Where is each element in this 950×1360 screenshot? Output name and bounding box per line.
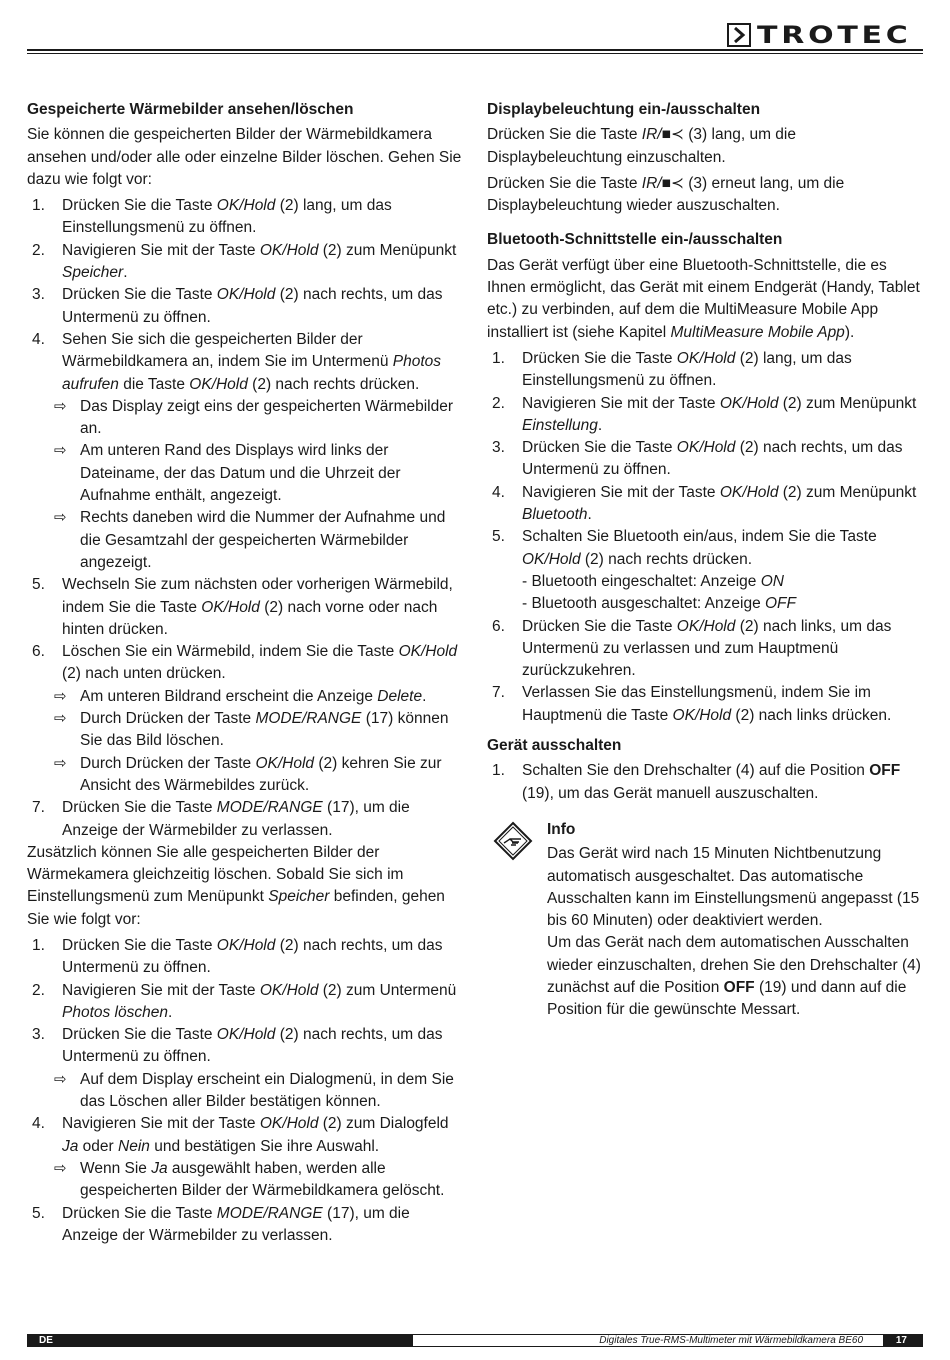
result-arrow-icon: ⇨ — [54, 397, 67, 415]
page-footer — [27, 1334, 923, 1347]
result-6c: ⇨ Durch Drücken der Taste OK/Hold (2) kehren Sie zur Ansicht des Wärmebildes zurück. — [54, 754, 442, 794]
footer-page-number: 17 — [895, 1335, 907, 1346]
header-rule — [27, 49, 923, 51]
info-box — [487, 819, 927, 1022]
speaker-icon: ■≺ — [661, 174, 684, 192]
info-text-1: Das Gerät wird nach 15 Minuten Nichtbenutzung automatisch ausgeschaltet. Das automatische Ausschalten kann im Einstellungsmenü angepasst (15 bis 60 Minuten) oder deaktiviert werden. — [547, 845, 920, 930]
delete-result-3: ⇨ Auf dem Display erscheint ein Dialogmenü, in dem Sie das Löschen aller Bilder bestätigen können. — [54, 1070, 454, 1111]
result-arrow-icon: ⇨ — [54, 687, 67, 705]
delete-result-4: ⇨ Wenn Sie Ja ausgewählt haben, werden alle gespeicherten Bilder der Wärmebildkamera gelöscht. — [54, 1159, 445, 1200]
step-3: 3. Drücken Sie die Taste OK/Hold (2) nach rechts, um das Untermenü zu öffnen. — [32, 286, 443, 326]
footer-language: DE — [39, 1335, 53, 1346]
result-arrow-icon: ⇨ — [54, 509, 67, 527]
bt-step-4: 4. Navigieren Sie mit der Taste OK/Hold (2) zum Menüpunkt Bluetooth. — [492, 483, 917, 524]
step-6: 6. Löschen Sie ein Wärmebild, indem Sie die Taste OK/Hold (2) nach unten drücken. — [32, 643, 458, 683]
delete-step-1: 1. Drücken Sie die Taste OK/Hold (2) nach rechts, um das Untermenü zu öffnen. — [32, 936, 443, 977]
speaker-icon: ■≺ — [661, 126, 684, 144]
off-step-1: 1. Schalten Sie den Drehschalter (4) auf die Position OFF (19), um das Gerät manuell auszuschalten. — [492, 762, 901, 802]
bt-step-7: 7. Verlassen Sie das Einstellungsmenü, indem Sie im Hauptmenü die Taste OK/Hold (2) nach links drücken. — [492, 684, 892, 724]
left-column — [27, 99, 467, 1247]
result-4b: ⇨ Am unteren Rand des Displays wird links der Dateiname, der das Datum und die Uhrzeit der Aufnahme enthält, angezeigt. — [54, 442, 401, 505]
bt-status-on: - Bluetooth eingeschaltet: Anzeige ON — [522, 572, 784, 590]
result-4c: ⇨ Rechts daneben wird die Nummer der Aufnahme und die Gesamtzahl der gespeicherten Wärmebilder angezeigt. — [54, 509, 446, 571]
bt-step-6: 6. Drücken Sie die Taste OK/Hold (2) nach links, um das Untermenü zu verlassen und zum Hauptmenü zurückzukehren. — [492, 617, 892, 680]
info-title: Info — [547, 820, 576, 838]
logo-chevron-icon — [727, 23, 751, 47]
result-arrow-icon: ⇨ — [54, 754, 67, 772]
footer-doc-title: Digitales True-RMS-Multimeter mit Wärmebildkamera BE60 — [599, 1335, 863, 1346]
backlight-on: Drücken Sie die Taste IR/■≺ (3) lang, um die Displaybeleuchtung einzuschalten. — [487, 126, 796, 166]
delete-step-2: 2. Navigieren Sie mit der Taste OK/Hold (2) zum Untermenü Photos löschen. — [32, 981, 457, 1021]
page-header — [27, 18, 923, 58]
section-heading-poweroff: Gerät ausschalten — [487, 737, 622, 755]
bt-status-off: - Bluetooth ausgeschaltet: Anzeige OFF — [522, 595, 796, 613]
section-heading-backlight: Displaybeleuchtung ein-/ausschalten — [487, 101, 761, 118]
result-arrow-icon: ⇨ — [54, 710, 67, 728]
step-5: 5. Wechseln Sie zum nächsten oder vorherigen Wärmebild, indem Sie die Taste OK/Hold (2) nach vorne oder nach hinten drücken. — [32, 576, 453, 638]
trotec-logo — [727, 20, 923, 50]
section-heading-bluetooth: Bluetooth-Schnittstelle ein-/ausschalten — [487, 231, 783, 249]
info-hand-icon — [493, 821, 533, 868]
step-7: 7. Drücken Sie die Taste MODE/RANGE (17), um die Anzeige der Wärmebilder zu verlassen. — [32, 799, 410, 839]
right-column — [487, 99, 927, 1022]
bt-step-3: 3. Drücken Sie die Taste OK/Hold (2) nach rechts, um das Untermenü zu öffnen. — [492, 439, 903, 479]
result-6a: ⇨ Am unteren Bildrand erscheint die Anzeige Delete. — [27, 686, 467, 708]
info-text-2: Um das Gerät nach dem automatischen Ausschalten wieder einzuschalten, drehen Sie den Drehschalter (4) zunächst auf die Position OFF (19) und dann auf die Position für die gewünschte Messart. — [547, 934, 921, 1019]
result-arrow-icon: ⇨ — [54, 1159, 67, 1177]
step-1: 1. Drücken Sie die Taste OK/Hold (2) lang, um das Einstellungsmenü zu öffnen. — [32, 197, 392, 237]
bt-step-2: 2. Navigieren Sie mit der Taste OK/Hold (2) zum Menüpunkt Einstellung. — [492, 394, 917, 434]
delete-step-3: 3. Drücken Sie die Taste OK/Hold (2) nach rechts, um das Untermenü zu öffnen. — [32, 1026, 443, 1066]
brand-name: TROTEC — [757, 21, 912, 49]
step-2: 2. Navigieren Sie mit der Taste OK/Hold (2) zum Menüpunkt Speicher. — [32, 241, 457, 282]
result-6b: ⇨ Durch Drücken der Taste MODE/RANGE (17) können Sie das Bild löschen. — [54, 710, 449, 750]
section-heading-images: Gespeicherte Wärmebilder ansehen/löschen — [27, 101, 354, 118]
bluetooth-intro: Das Gerät verfügt über eine Bluetooth-Schnittstelle, die es Ihnen ermöglicht, das Gerät mit einem Endgerät (Handy, Tablet etc.) zu verbinden, auf dem die MultiMeasure Mobile App installiert ist (siehe Kapitel MultiMeasure Mobile App). — [487, 256, 920, 341]
result-4a: ⇨ Das Display zeigt eins der gespeicherten Wärmebilder an. — [54, 397, 454, 438]
bt-step-5: 5. Schalten Sie Bluetooth ein/aus, indem Sie die Taste OK/Hold (2) nach rechts drücken. — [492, 528, 877, 568]
delete-step-4: 4. Navigieren Sie mit der Taste OK/Hold (2) zum Dialogfeld Ja oder Nein und bestätigen Sie ihre Auswahl. — [32, 1115, 449, 1155]
bt-step-1: 1. Drücken Sie die Taste OK/Hold (2) lang, um das Einstellungsmenü zu öffnen. — [492, 349, 852, 390]
result-arrow-icon: ⇨ — [54, 1070, 67, 1088]
step-4: 4. Sehen Sie sich die gespeicherten Bilder der Wärmebildkamera an, indem Sie im Untermenü Photos aufrufen die Taste OK/Hold (2) nach rechts drücken. — [32, 330, 442, 393]
intro-paragraph: Sie können die gespeicherten Bilder der Wärmebildkamera ansehen und/oder alle oder einzelne Bilder löschen. Gehen Sie dazu wie folgt vor: — [27, 126, 462, 188]
intro-delete-all: Zusätzlich können Sie alle gespeicherten Bilder der Wärmekamera gleichzeitig löschen. Sobald Sie sich im Einstellungsmenü zum Menüpunkt Speicher befinden, gehen Sie wie folgt vor: — [27, 843, 445, 928]
header-rule-thin — [27, 53, 923, 54]
delete-step-5: 5. Drücken Sie die Taste MODE/RANGE (17), um die Anzeige der Wärmebilder zu verlassen. — [32, 1204, 410, 1244]
result-arrow-icon: ⇨ — [54, 442, 67, 460]
backlight-off: Drücken Sie die Taste IR/■≺ (3) erneut lang, um die Displaybeleuchtung wieder auszuschalten. — [487, 174, 845, 215]
